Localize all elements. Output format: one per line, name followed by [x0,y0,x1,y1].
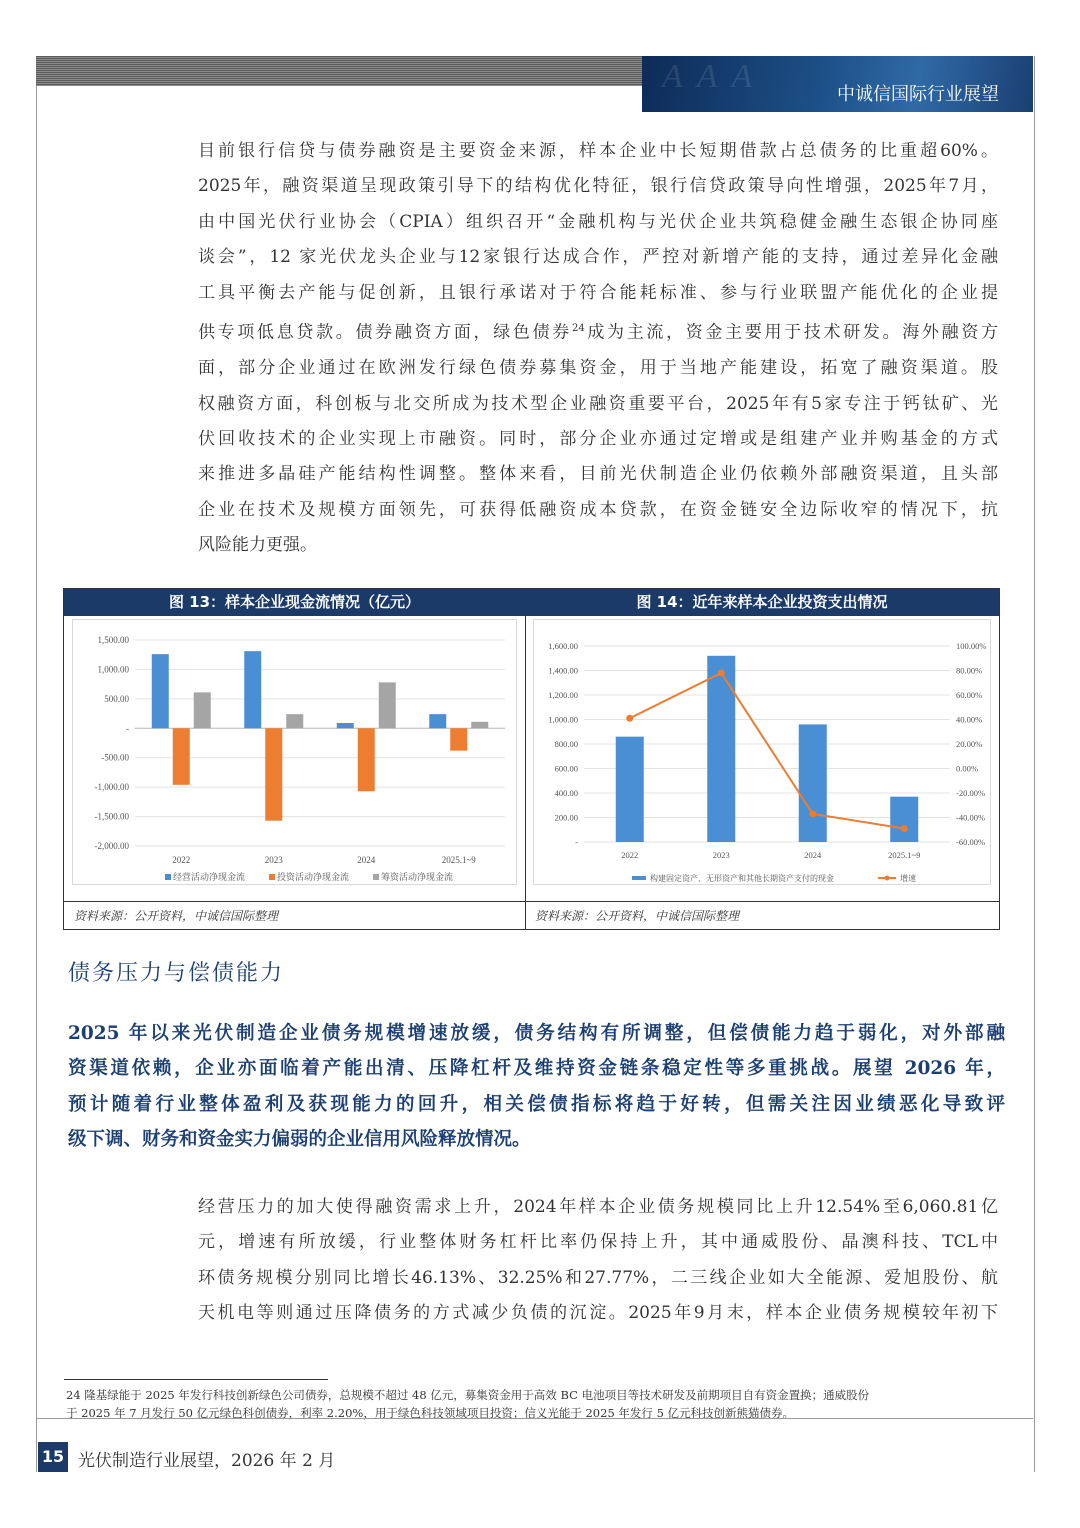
bar-financing [379,682,396,728]
bar-investment [799,724,827,842]
y-left-tick-label: 1,000.00 [548,714,578,725]
y-right-tick-label: -60.00% [956,837,986,847]
x-tick-label: 2025.1~9 [441,855,476,865]
legend-swatch [373,874,379,880]
bar-operating [244,651,261,728]
growth-point [626,715,633,722]
y-left-tick-label: 1,200.00 [548,690,578,700]
growth-line [630,673,905,829]
x-tick-label: 2025.1~9 [888,850,921,860]
charts-panel [63,588,1000,930]
text-line: 权融资方面，科创板与北交所成为技术型企业融资重要平台，2025年有5家专注于钙钛矿、光 [198,393,998,414]
chart-14-title: 图 14：近年来样本企业投资支出情况 [525,589,999,616]
chart-14 [525,589,999,929]
footnote-ref[interactable]: 24 [571,323,585,335]
y-tick-label: -1,500.00 [94,811,129,822]
chart-14-source: 资料来源：公开资料，中诚信国际整理 [525,901,999,931]
text-line: 环债务规模分别同比增长46.13%、32.25%和27.77%，二三线企业如大全能源、爱旭股份、航 [198,1267,998,1288]
text-line: 工具平衡去产能与促创新，且银行承诺对于符合能耗标准、参与行业联盟产能优化的企业提 [198,282,998,303]
growth-point [809,810,816,817]
y-tick-label: 500.00 [104,693,129,704]
y-right-tick-label: -20.00% [956,788,986,798]
bar-financing [194,692,211,728]
y-right-tick-label: 40.00% [956,714,983,725]
header-banner [642,56,1033,112]
x-tick-label: 2023 [712,850,730,860]
footer-divider [36,1418,1033,1419]
y-tick-label: 1,500.00 [97,635,129,645]
text-line: 经营压力的加大使得融资需求上升，2024年样本企业债务规模同比上升12.54%至6,060.81亿 [198,1197,998,1217]
legend-swatch [632,876,646,880]
text-line: 2025年，融资渠道呈现政策引导下的结构优化特征，银行信贷政策导向性增强，2025年7月， [198,176,998,197]
legend-label: 经营活动净现金流 [173,873,246,883]
text-line: 面，部分企业通过在欧洲发行绿色债券募集资金，用于当地产能建设，拓宽了融资渠道。股 [198,358,998,379]
text-line: 天机电等则通过压降债务的方式减少负债的沉淀。2025年9月末，样本企业债务规模较年初下 [198,1303,998,1324]
text-line: 谈会”，12 家光伏龙头企业与12家银行达成合作，严控对新增产能的支持，通过差异化金融 [198,247,998,268]
text-segment: 成为主流，资金主要用于技术研发。海外融资方 [584,322,999,343]
y-left-tick-label: 1,600.00 [548,641,578,651]
text-line: 级下调、财务和资金实力偏弱的企业信用风险释放情况。 [68,1129,531,1151]
y-right-tick-label: -40.00% [956,812,986,823]
legend-marker [885,876,890,881]
bar-financing [471,722,488,728]
bar-investing [358,728,375,791]
footnote-line: 于 2025 年 7 月发行 50 亿元绿色科创债券，利率 2.20%，用于绿色科技领域项目投资；信义光能于 2025 年发行 5 亿元科技创新熊猫债券。 [66,1406,795,1420]
text-line: 伏回收技术的企业实现上市融资。同时，部分企业亦通过定增或是组建产业并购基金的方式 [198,428,998,449]
y-left-tick-label: - [575,837,578,847]
y-left-tick-label: 600.00 [554,763,578,774]
x-tick-label: 2023 [264,855,283,865]
text-line: 由中国光伏行业协会（CPIA）组织召开“金融机构与光伏企业共筑稳健金融生态银企协同座 [198,211,998,232]
y-tick-label: -500.00 [101,752,129,763]
chart-13-svg [73,620,516,884]
y-tick-label: - [126,723,129,734]
chart-13 [64,589,526,929]
growth-point [718,669,725,676]
section-body [198,1190,998,1332]
y-left-tick-label: 800.00 [554,739,578,749]
y-left-tick-label: 200.00 [554,812,578,823]
text-line: 来推进多晶硅产能结构性调整。整体来看，目前光伏制造企业仍依赖外部融资渠道，且头部 [198,464,998,485]
text-line [198,311,998,351]
y-right-tick-label: 100.00% [956,641,987,651]
bar-investment [616,737,644,842]
x-tick-label: 2024 [357,855,376,865]
y-right-tick-label: 0.00% [956,763,978,774]
bar-investment [707,656,735,842]
intro-paragraph [198,134,998,564]
bar-investment [890,797,918,842]
section-title: 债务压力与偿债能力 [68,961,285,986]
y-right-tick-label: 80.00% [956,665,983,676]
x-tick-label: 2022 [172,855,191,865]
legend-swatch [269,874,275,880]
footer-text: 光伏制造行业展望，2026 年 2 月 [78,1451,336,1471]
bar-financing [286,714,303,728]
chart-13-plot [72,619,517,885]
bar-operating [337,723,354,728]
chart-13-source: 资料来源：公开资料，中诚信国际整理 [64,901,525,931]
section-lead [68,1016,1005,1158]
chart-14-plot [533,619,991,885]
y-left-tick-label: 1,400.00 [548,665,578,676]
footnote [66,1386,996,1422]
bar-investing [173,728,190,785]
text-line: 元，增速有所放缓，行业整体财务杠杆比率仍保持上升，其中通威股份、晶澳科技、TCL中 [198,1232,998,1253]
bar-operating [152,654,169,728]
y-left-tick-label: 400.00 [554,788,578,798]
y-right-tick-label: 60.00% [956,690,983,700]
text-line: 2025 年以来光伏制造企业债务规模增速放缓，债务结构有所调整，但偿债能力趋于弱化，对外部融 [68,1023,1005,1044]
text-line: 企业在技术及规模方面领先，可获得低融资成本贷款，在资金链安全边际收窄的情况下，抗 [198,499,998,520]
chart-14-svg [534,620,990,884]
text-line: 预计随着行业整体盈利及获现能力的回升，相关偿债指标将趋于好转，但需关注因业绩恶化导致评 [68,1093,1005,1115]
legend-swatch [165,874,171,880]
legend-label: 筹资活动净现金流 [381,873,454,883]
y-tick-label: -2,000.00 [94,841,129,851]
x-tick-label: 2022 [621,850,639,860]
bar-operating [429,714,446,728]
header-title: 中诚信国际行业展望 [837,84,999,105]
legend-label: 投资活动净现金流 [277,873,350,883]
legend-label: 构建固定资产、无形资产和其他长期资产支付的现金 [650,874,834,883]
chart-13-title: 图 13：样本企业现金流情况（亿元） [64,589,525,616]
text-segment: 供专项低息贷款。债券融资方面，绿色债券 [198,322,572,343]
legend-label: 增速 [900,874,916,883]
footnote-divider [64,1379,328,1380]
footnote-line: 24 隆基绿能于 2025 年发行科技创新绿色公司债券，总规模不超过 48 亿元，募集资金用于高效 BC 电池项目等技术研发及前期项目自有资金置换；通威股份 [66,1388,870,1402]
x-tick-label: 2024 [804,850,822,860]
y-tick-label: -1,000.00 [94,782,129,793]
header-stripe [36,56,642,86]
bar-investing [450,728,467,750]
header-watermark: AAA [662,58,767,95]
text-line: 风险能力更强。 [198,535,317,556]
text-line: 目前银行信贷与债券融资是主要资金来源，样本企业中长短期借款占总债务的比重超60%。 [198,141,998,161]
bar-investing [265,728,282,820]
growth-point [901,825,908,832]
y-right-tick-label: 20.00% [956,739,983,749]
y-tick-label: 1,000.00 [97,664,129,675]
page-number: 15 [38,1442,68,1472]
text-line: 资渠道依赖，企业亦面临着产能出清、压降杠杆及维持资金链条稳定性等多重挑战。展望 2026 年， [68,1058,1005,1080]
